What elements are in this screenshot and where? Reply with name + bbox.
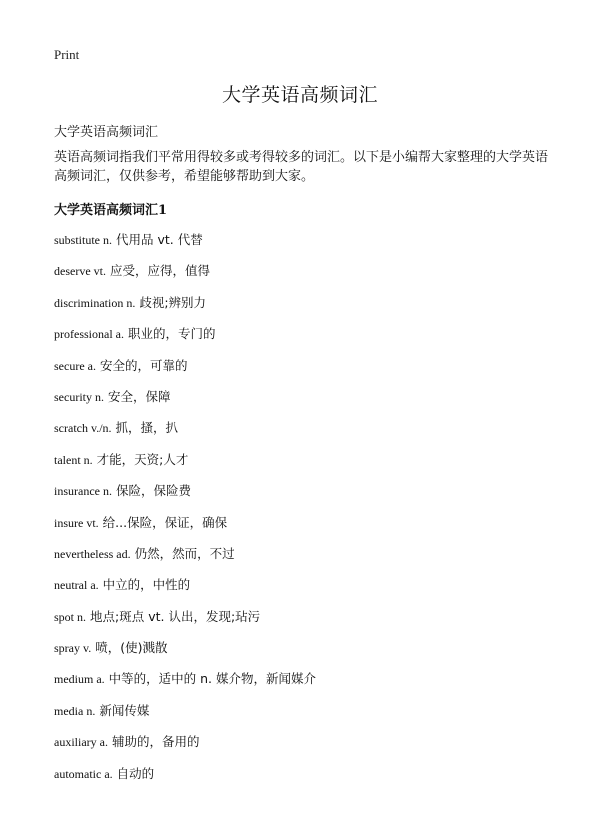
page-title: 大学英语高频词汇: [221, 84, 378, 106]
word-chinese: 职业的，专门的: [127, 326, 216, 342]
list-item: [54, 669, 316, 700]
list-item: [54, 575, 316, 606]
word-english: secure a.: [54, 358, 96, 373]
word-english: medium a.: [54, 672, 105, 687]
word-english: scratch v./n.: [54, 421, 112, 436]
list-item: [54, 450, 316, 481]
list-item: [54, 481, 316, 512]
word-english: media n.: [54, 703, 96, 718]
list-item: [54, 701, 316, 732]
word-chinese: 地点;斑点 vt. 认出，发现;玷污: [90, 608, 261, 624]
list-item: [54, 356, 316, 387]
word-english: automatic a.: [54, 766, 113, 781]
word-english: discrimination n.: [54, 295, 136, 310]
list-item: [54, 513, 316, 544]
list-item: [54, 638, 316, 669]
word-chinese: 辅助的，备用的: [111, 734, 200, 750]
section-heading: 大学英语高频词汇1: [54, 203, 168, 218]
word-chinese: 抓，搔，扒: [115, 420, 179, 436]
word-chinese: 应受，应得，值得: [109, 263, 210, 279]
list-item: [54, 261, 316, 292]
word-chinese: 安全，保障: [108, 388, 171, 404]
word-english: deserve vt.: [54, 264, 106, 279]
word-english: auxiliary a.: [54, 735, 108, 750]
word-english: nevertheless ad.: [54, 546, 131, 561]
article-intro: 英语高频词指我们平常用得较多或考得较多的词汇。以下是小编帮大家整理的大学英语高频词汇，仅供参考，希望能够帮助到大家。: [54, 150, 549, 184]
print-link[interactable]: Print: [54, 47, 80, 62]
word-chinese: 新闻传媒: [99, 702, 150, 718]
word-english: spot n.: [54, 609, 87, 624]
word-chinese: 自动的: [116, 765, 155, 781]
word-english: substitute n.: [54, 233, 113, 247]
word-english: spray v.: [54, 641, 92, 656]
list-item: [54, 544, 316, 575]
word-chinese: 歧视;辨别力: [139, 294, 207, 310]
word-list: [54, 230, 316, 795]
list-item: [54, 387, 316, 418]
word-english: insurance n.: [54, 484, 112, 499]
list-item: [54, 230, 316, 261]
list-item: [54, 293, 316, 324]
list-item: [54, 607, 316, 638]
word-english: insure vt.: [54, 515, 99, 530]
list-item: [54, 732, 316, 763]
word-chinese: 仍然，然而，不过: [134, 545, 235, 561]
word-chinese: 保险，保险费: [115, 483, 191, 499]
list-item: [54, 324, 316, 355]
word-chinese: 中等的，适中的 n. 媒介物，新闻媒介: [108, 671, 316, 687]
word-chinese: 喷，(使)溅散: [95, 640, 168, 656]
word-english: professional a.: [54, 327, 124, 342]
word-chinese: 给...保险，保证，确保: [102, 514, 228, 530]
list-item: [54, 418, 316, 449]
word-chinese: 代用品 vt. 代替: [116, 232, 203, 247]
word-english: neutral a.: [54, 578, 99, 593]
word-chinese: 安全的，可靠的: [99, 357, 188, 373]
article-subtitle: 大学英语高频词汇: [54, 125, 159, 140]
word-chinese: 才能，天资;人才: [96, 451, 189, 467]
word-english: security n.: [54, 389, 104, 404]
word-english: talent n.: [54, 452, 93, 467]
list-item: [54, 764, 316, 795]
word-chinese: 中立的，中性的: [102, 577, 191, 593]
